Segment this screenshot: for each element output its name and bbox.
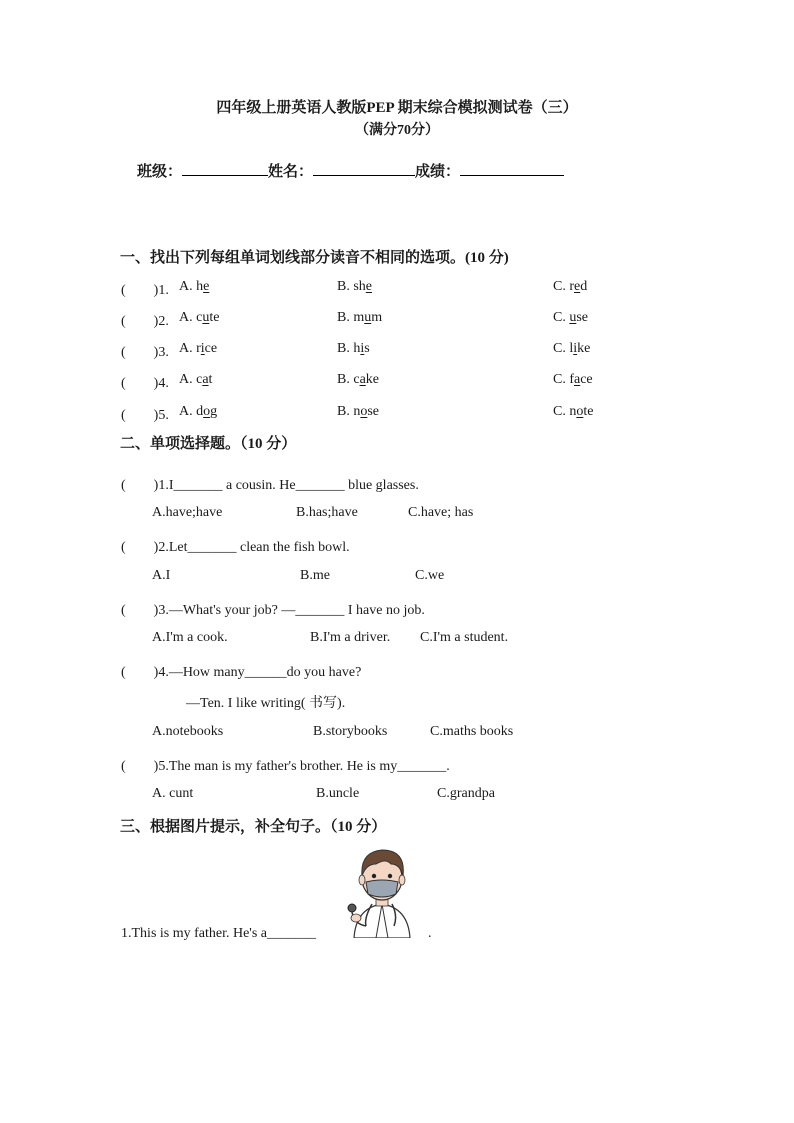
option-prefix: C. l: [553, 341, 574, 356]
underlined-letters: i: [573, 341, 578, 356]
option-prefix: B. h: [337, 341, 361, 356]
underlined-letters: a: [359, 372, 366, 387]
option-suffix: se: [576, 310, 589, 325]
option-prefix: C. n: [553, 404, 577, 419]
s2-q4-answer-line: —Ten. I like writing( 书写).: [186, 696, 346, 711]
s2-q1-stem: ( )1.I_______ a cousin. He_______ blue glasses.: [121, 478, 419, 493]
underlined-letters: u: [202, 310, 210, 325]
option-suffix: te: [583, 404, 594, 419]
underlined-letters: a: [574, 372, 581, 387]
student-info-row: [137, 160, 564, 181]
s1-q1-option-b[interactable]: [337, 279, 372, 295]
s1-q1-number: ( )1.: [121, 283, 169, 298]
option-suffix: ce: [580, 372, 593, 387]
s1-q2-option-b[interactable]: [337, 310, 382, 326]
option-suffix: ce: [204, 341, 218, 356]
s2-q1-option-a[interactable]: A.have;have: [152, 505, 223, 520]
s1-q5-option-c[interactable]: [553, 404, 593, 420]
option-prefix: A. d: [179, 404, 204, 419]
option-suffix: s: [364, 341, 370, 356]
option-suffix: g: [210, 404, 218, 419]
s3-q1-text: 1.This is my father. He's a_______: [121, 926, 316, 941]
s1-q2-option-a[interactable]: [179, 310, 219, 326]
s1-q4-option-a[interactable]: [179, 372, 212, 388]
underlined-letters: u: [364, 310, 372, 325]
s2-q2-option-c[interactable]: C.we: [415, 568, 445, 583]
name-label: 姓名：: [268, 164, 314, 180]
underlined-letters: o: [360, 404, 368, 419]
option-prefix: B. sh: [337, 279, 366, 294]
option-prefix: A. h: [179, 279, 204, 294]
s1-q5-number: ( )5.: [121, 408, 169, 423]
option-prefix: A. r: [179, 341, 201, 356]
s1-q1-option-c[interactable]: [553, 279, 587, 295]
underlined-letters: o: [576, 404, 584, 419]
s2-q2-option-b[interactable]: B.me: [300, 568, 330, 583]
s2-q3-option-b[interactable]: B.I'm a driver.: [310, 630, 391, 645]
s2-q4-stem: ( )4.—How many______do you have?: [121, 665, 362, 680]
s1-q2-number: ( )2.: [121, 314, 169, 329]
name-field[interactable]: [313, 161, 415, 176]
s1-q3-option-a[interactable]: [179, 341, 217, 357]
underlined-letters: o: [203, 404, 211, 419]
s1-q3-option-b[interactable]: [337, 341, 370, 357]
s1-q4-option-c[interactable]: [553, 372, 593, 388]
s2-q4-option-c[interactable]: C.maths books: [430, 724, 514, 739]
s2-q3-option-a[interactable]: A.I'm a cook.: [152, 630, 228, 645]
underlined-letters: i: [360, 341, 365, 356]
s1-q5-option-a[interactable]: [179, 404, 217, 420]
option-suffix: ke: [577, 341, 591, 356]
underlined-letters: i: [200, 341, 205, 356]
s1-q1-option-a[interactable]: [179, 279, 209, 295]
s2-q4-option-a[interactable]: A.notebooks: [152, 724, 224, 739]
class-field[interactable]: [182, 161, 268, 176]
underlined-letters: e: [574, 279, 581, 294]
underlined-letters: u: [569, 310, 577, 325]
s1-q5-option-b[interactable]: [337, 404, 379, 420]
s2-q4-option-b[interactable]: B.storybooks: [313, 724, 388, 739]
s1-q4-option-b[interactable]: [337, 372, 379, 388]
option-prefix: B. c: [337, 372, 360, 387]
doctor-icon: [336, 842, 428, 938]
option-prefix: C.: [553, 310, 570, 325]
s1-q3-option-c[interactable]: [553, 341, 590, 357]
s2-q1-option-b[interactable]: B.has;have: [296, 505, 358, 520]
score-label: 成绩：: [415, 164, 461, 180]
section1-heading: 一、找出下列每组单词划线部分读音不相同的选项。(10 分): [120, 250, 509, 266]
option-prefix: B. m: [337, 310, 365, 325]
option-prefix: A. c: [179, 310, 203, 325]
section2-heading: 二、单项选择题。（10 分）: [120, 436, 297, 452]
option-prefix: A. c: [179, 372, 203, 387]
underlined-letters: e: [365, 279, 373, 294]
option-suffix: te: [209, 310, 220, 325]
s2-q2-stem: ( )2.Let_______ clean the fish bowl.: [121, 540, 350, 555]
underlined-letters: a: [202, 372, 209, 387]
option-suffix: d: [580, 279, 588, 294]
s2-q2-option-a[interactable]: A.I: [152, 568, 171, 583]
s2-q5-option-b[interactable]: B.uncle: [316, 786, 360, 801]
score-field[interactable]: [460, 161, 564, 176]
option-prefix: C. r: [553, 279, 574, 294]
option-prefix: C. f: [553, 372, 574, 387]
underlined-letters: e: [203, 279, 210, 294]
s1-q4-number: ( )4.: [121, 376, 169, 391]
s2-q5-option-a[interactable]: A. cunt: [152, 786, 194, 801]
s2-q3-stem: ( )3.—What's your job? —_______ I have no job.: [121, 603, 425, 618]
s2-q3-option-c[interactable]: C.I'm a student.: [420, 630, 509, 645]
option-suffix: ke: [365, 372, 379, 387]
s1-q2-option-c[interactable]: [553, 310, 588, 326]
page-title: 四年级上册英语人教版PEP 期末综合模拟测试卷（三）: [216, 100, 578, 116]
option-suffix: se: [367, 404, 380, 419]
option-suffix: m: [371, 310, 383, 325]
s2-q5-stem: ( )5.The man is my father's brother. He is my_______.: [121, 759, 450, 774]
class-label: 班级：: [137, 164, 183, 180]
option-suffix: t: [208, 372, 213, 387]
s2-q5-option-c[interactable]: C.grandpa: [437, 786, 495, 801]
s1-q3-number: ( )3.: [121, 345, 169, 360]
option-prefix: B. n: [337, 404, 361, 419]
s3-q1-period: .: [428, 926, 432, 941]
section3-heading: 三、根据图片提示，补全句子。（10 分）: [120, 819, 387, 835]
s2-q1-option-c[interactable]: C.have; has: [408, 505, 474, 520]
page-subtitle: （满分70分）: [355, 123, 439, 138]
